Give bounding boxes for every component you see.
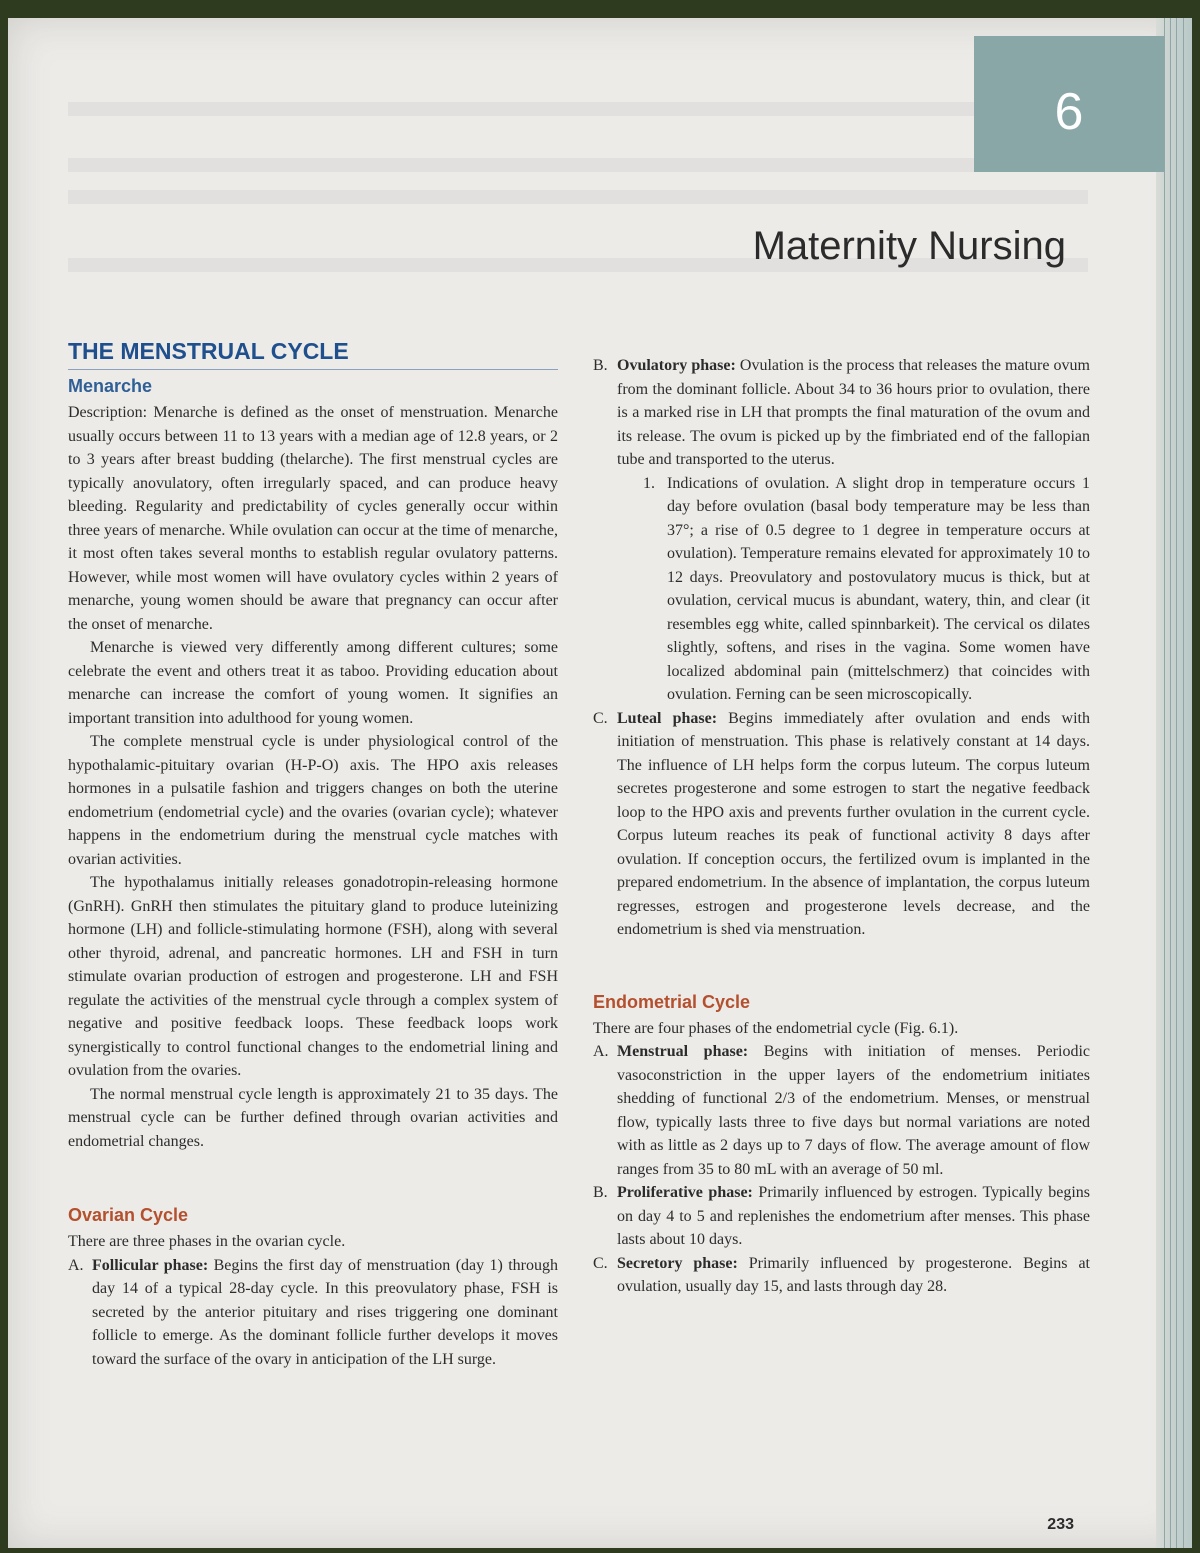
ovarian-phase-list-right — [593, 354, 1090, 942]
follicular-phase-item — [68, 1254, 558, 1368]
list-marker: B. — [593, 357, 608, 374]
textbook-page — [8, 18, 1192, 1548]
list-marker: C. — [593, 709, 608, 727]
secretory-phase-text: Primarily influenced by progesterone. Begins at ovulation, usually day 15, and lasts through day 28. — [617, 1254, 1090, 1295]
page-number: 233 — [1047, 1516, 1074, 1533]
proliferative-phase-item — [593, 1181, 1090, 1252]
show-through-bleed — [68, 190, 1088, 204]
chapter-number: 6 — [1054, 83, 1084, 141]
endometrial-cycle-intro: There are four phases of the endometrial cycle (Fig. 6.1). — [593, 1019, 959, 1037]
endometrial-cycle-heading: Endometrial Cycle — [593, 991, 751, 1012]
left-column — [68, 338, 558, 1368]
ovulatory-phase-item — [593, 354, 1090, 707]
menstrual-phase-text: Begins with initiation of menses. Periodic vasoconstriction in the upper layers of the endometrium initiates shedding of functional 2/3 of the endometrium. Menses, or menstrual flow, typically lasts three to five days but normal variations are noted with as little as 2 days up to 7 days of flow. The average amount of flow ranges from 35 to 80 mL with an average of 50 ml. — [617, 1043, 1090, 1178]
section-title: THE MENSTRUAL CYCLE — [68, 338, 558, 370]
luteal-phase-text: Begins immediately after ovulation and ends with initiation of menstruation. This phase is relatively constant at 14 days. The influence of LH helps form the corpus luteum. The corpus luteum secretes progesterone and some estrogen to start the negative feedback loop to the HPO axis and prevents further ovulation in the current cycle. Corpus luteum reaches its peak of functional activity 8 days after ovulation. If conception occurs, the fertilized ovum is implanted in the prepared endometrium. In the absence of implantation, the corpus luteum regresses, estrogen and progesterone levels decrease, and the endometrium is shed via menstruation. — [617, 709, 1090, 938]
secretory-phase-item — [593, 1252, 1090, 1299]
ovarian-cycle-heading: Ovarian Cycle — [68, 1205, 189, 1225]
secretory-phase-term: Secretory phase: — [617, 1254, 738, 1272]
follicular-phase-term: Follicular phase: — [92, 1256, 209, 1274]
menarche-paragraph-5: The normal menstrual cycle length is approximately 21 to 35 days. The menstrual cycle can be further defined through ovarian activities and endometrial changes. — [68, 1085, 558, 1150]
ovulatory-phase-text: Ovulation is the process that releases the mature ovum from the dominant follicle. About 34 to 36 hours prior to ovulation, there is a marked rise in LH that prompts the final maturation of the ovum and its release. The ovum is picked up by the fimbriated end of the fallopian tube and transported to the uterus. — [617, 357, 1090, 468]
page-edge — [1156, 18, 1192, 1548]
luteal-phase-item — [593, 707, 1090, 942]
menarche-heading: Menarche — [68, 376, 153, 396]
chapter-title: Maternity Nursing — [752, 224, 1066, 268]
list-marker: A. — [68, 1256, 84, 1274]
endometrial-phase-list — [593, 1040, 1090, 1299]
ovarian-phase-list-left — [68, 1254, 558, 1368]
proliferative-phase-text: Primarily influenced by estrogen. Typically begins on day 4 to 5 and replenishes the endometrium after menses. This phase lasts about 10 days. — [617, 1184, 1091, 1248]
menarche-paragraph-3: The complete menstrual cycle is under physiological control of the hypothalamic-pituitary ovarian (H-P-O) axis. The HPO axis releases hormones in a pulsatile fashion and triggers changes on both the uterine endometrium (endometrial cycle) and the ovaries (ovarian cycle); whatever happens in the endometrium during the menstrual cycle matches with ovarian activities. — [68, 733, 558, 868]
menstrual-phase-term: Menstrual phase: — [617, 1043, 749, 1060]
menarche-paragraph-4: The hypothalamus initially releases gonadotropin-releasing hormone (GnRH). GnRH then stimulates the pituitary gland to produce luteinizing hormone (LH) and follicle-stimulating hormone (FSH), along with several other thyroid, adrenal, and pancreatic hormones. LH and FSH in turn stimulate ovarian production of estrogen and progesterone. LH and FSH regulate the activities of the menstrual cycle through a complex system of negative and positive feedback loops. These feedback loops work synergistically to control functional changes to the endometrial lining and ovulation from the ovaries. — [68, 874, 558, 1079]
menarche-paragraph-1: Description: Menarche is defined as the onset of menstruation. Menarche usually occurs between 11 to 13 years with a median age of 12.8 years, or 2 to 3 years after breast budding (thelarche). The first menstrual cycles are typically anovulatory, often irregularly spaced, and can produce heavy bleeding. Regularity and predictability of cycles generally occur within three years of menarche. While ovulation can occur at the time of menarche, it most often takes several months to establish regular ovulatory patterns. However, while most women will have ovulatory cycles within 2 years of menarche, young women should be aware that pregnancy can occur after the onset of menarche. — [68, 404, 558, 633]
ovulation-indications-item — [643, 472, 1090, 707]
menarche-paragraph-2: Menarche is viewed very differently among different cultures; some celebrate the event and others treat it as taboo. Providing education about menarche can increase the comfort of young women. It signifies an important transition into adulthood for young women. — [68, 639, 558, 727]
luteal-phase-term: Luteal phase: — [617, 709, 718, 727]
show-through-bleed — [68, 158, 1088, 172]
menstrual-phase-item — [593, 1040, 1090, 1181]
ovulatory-phase-term: Ovulatory phase: — [617, 357, 736, 374]
ovulation-indications-list — [643, 472, 1090, 707]
show-through-bleed — [68, 102, 1088, 116]
proliferative-phase-term: Proliferative phase: — [617, 1184, 753, 1201]
ovarian-cycle-intro: There are three phases in the ovarian cycle. — [68, 1233, 346, 1250]
list-marker: B. — [593, 1184, 608, 1201]
ovulation-indications-text: Indications of ovulation. A slight drop in temperature occurs 1 day before ovulation (basal body temperature may be less than 37°; a rise of 0.5 degree to 1 degree in temperature occurs at ovulation). Temperature remains elevated for approximately 10 to 12 days. Preovulatory and postovulatory mucus is thick, but at ovulation, cervical mucus is abundant, watery, thin, and clear (it resembles egg white, called spinnbarkeit). The cervical os dilates slightly, softens, and rises in the vagina. Some women have localized abdominal pain (mittelschmerz) that coincides with ovulation. Ferning can be seen microscopically. — [667, 474, 1090, 703]
list-marker: A. — [593, 1043, 609, 1060]
list-marker: C. — [593, 1254, 608, 1272]
right-column — [593, 354, 1090, 1299]
list-marker: 1. — [643, 474, 655, 492]
follicular-phase-text: Begins the first day of menstruation (day 1) through day 14 of a typical 28-day cycle. In this preovulatory phase, FSH is secreted by the anterior pituitary and rises triggering one dominant follicle to emerge. As the dominant follicle further develops it moves toward the surface of the ovary in anticipation of the LH surge. — [92, 1256, 558, 1368]
